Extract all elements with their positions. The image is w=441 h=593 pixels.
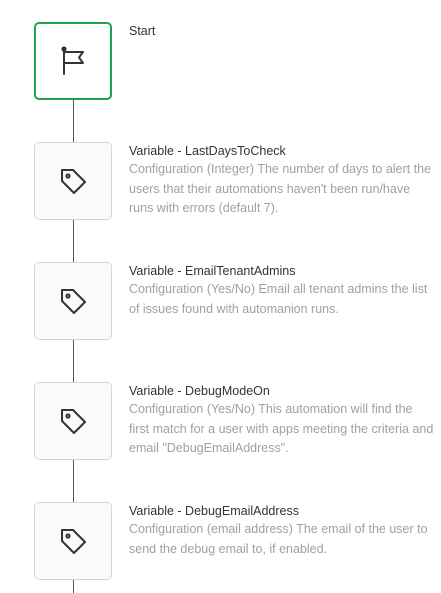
step-description: Configuration (Yes/No) This automation will find the first match for a user with apps meeting the criteria and email "DebugEmailAddress".: [129, 402, 434, 455]
step-title: Variable - DebugEmailAddress: [129, 504, 299, 518]
flag-icon: [55, 43, 91, 79]
flow-step-start: [0, 22, 441, 102]
flow-step-debugmodeon: [0, 382, 441, 462]
flow-step-lastdaystocheck: [0, 142, 441, 222]
step-title: Variable - LastDaysToCheck: [129, 144, 286, 158]
step-description: Configuration (Integer) The number of days to alert the users that their automations haven't been run/have runs with errors (default 7).: [129, 162, 432, 215]
tag-icon: [55, 403, 91, 439]
tag-icon: [55, 523, 91, 559]
step-title: Start: [129, 24, 156, 38]
step-description: Configuration (email address) The email of the user to send the debug email to, if enabled.: [129, 522, 428, 556]
tag-icon: [55, 283, 91, 319]
variable-node-block[interactable]: [34, 382, 112, 460]
tag-icon: [55, 163, 91, 199]
flow-step-debugemailaddress: [0, 502, 441, 582]
step-title: Variable - EmailTenantAdmins: [129, 264, 296, 278]
variable-node-block[interactable]: [34, 502, 112, 580]
step-title: Variable - DebugModeOn: [129, 384, 270, 398]
flow-step-emailtenantadmins: [0, 262, 441, 342]
step-description: Configuration (Yes/No) Email all tenant admins the list of issues found with automanion runs.: [129, 282, 428, 316]
variable-node-block[interactable]: [34, 142, 112, 220]
start-node-block[interactable]: [34, 22, 112, 100]
variable-node-block[interactable]: [34, 262, 112, 340]
